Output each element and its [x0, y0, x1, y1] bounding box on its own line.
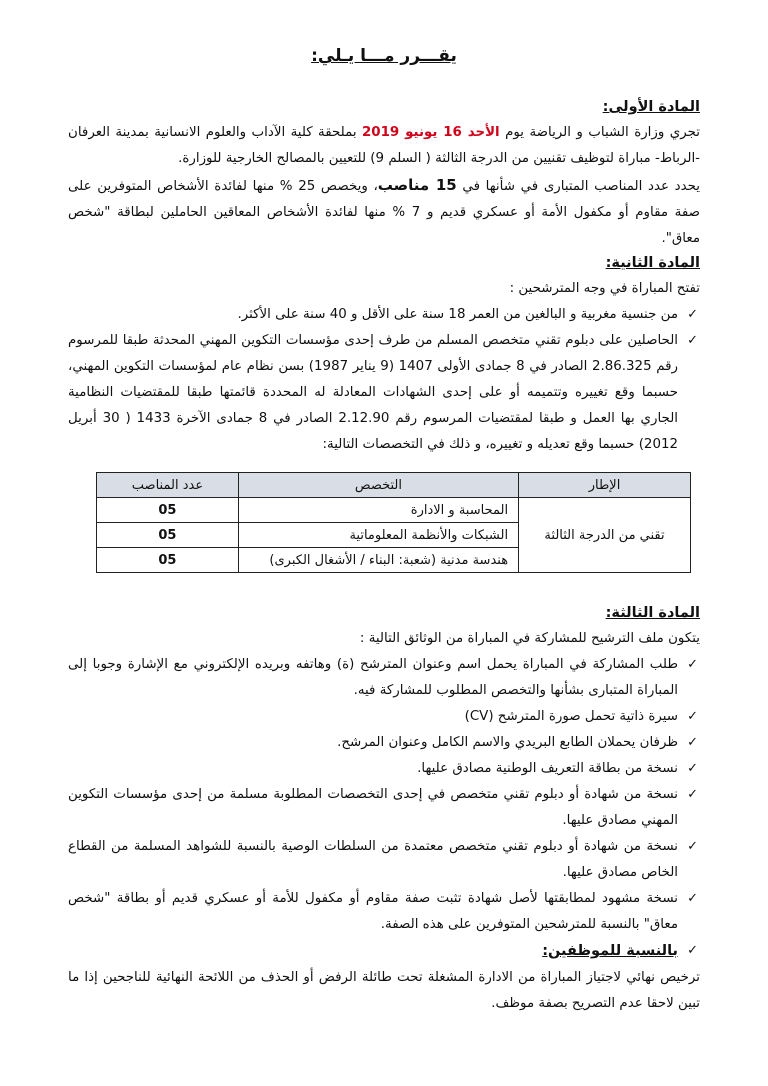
table-header-row [97, 473, 691, 498]
list-item: ✓ سيرة ذاتية تحمل صورة المترشح (CV) [68, 704, 700, 730]
exam-date: الأحد 16 يونيو 2019 [361, 125, 500, 140]
article-3-heading: المادة الثالثة: [605, 605, 700, 621]
list-item: ✓ نسخة من بطاقة التعريف الوطنية مصادق عليها. [68, 756, 700, 782]
frame-cell: تقني من الدرجة الثالثة [519, 498, 691, 573]
article-2-intro: تفتح المباراة في وجه المترشحين : [509, 281, 700, 296]
article-3-intro: يتكون ملف الترشيح للمشاركة في المباراة من الوثائق التالية : [359, 631, 700, 646]
list-item: ✓ ظرفان يحملان الطابع البريدي والاسم الكامل وعنوان المرشح. [68, 730, 700, 756]
count-cell: 05 [97, 523, 239, 548]
header-frame: الإطار [519, 473, 691, 498]
article-2-heading: المادة الثانية: [605, 255, 700, 271]
article-3 [68, 600, 700, 1017]
article-2 [68, 250, 700, 458]
header-count: عدد المناصب [97, 473, 239, 498]
header-specialty: التخصص [238, 473, 518, 498]
positions-table [96, 472, 691, 573]
article-1-text-b: بملحقة كلية الآداب والعلوم الانسانية بمدينة العرفان -الرباط- مباراة لتوظيف تقنيين من الدرجة الثالثة ( السلم 9) للتعيين بالمصالح الخارجية للوزارة. [68, 125, 700, 166]
list-item: ✓ طلب المشاركة في المباراة يحمل اسم وعنوان المترشح (ة) وهاتفه وبريده الإلكتروني مع الإشارة وجوبا إلى المباراة المتبارى بشأنها والتخصص المطلوب للمشاركة فيه. [68, 652, 700, 704]
count-cell: 05 [97, 548, 239, 573]
list-item [68, 938, 700, 965]
article-1-text-c: يحدد عدد المناصب المتبارى في شأنها في [456, 179, 701, 194]
article-1-paragraph-2 [68, 172, 700, 252]
decree-title: يقـــرر مـــا يـلي: [311, 46, 457, 66]
article-1-paragraph-1 [68, 120, 700, 172]
article-1-text-a: تجري وزارة الشباب و الرياضة يوم [499, 125, 700, 140]
list-item: ✓ نسخة من شهادة أو دبلوم تقني متخصص في إحدى التخصصات المطلوبة مسلمة من إحدى مؤسسات التكوين المهني مصادق عليها. [68, 782, 700, 834]
article-1 [68, 94, 700, 252]
list-item: ✓ من جنسية مغربية و البالغين من العمر 18 سنة على الأقل و 40 سنة على الأكثر. [68, 302, 700, 328]
employees-text: ترخيص نهائي لاجتياز المباراة من الادارة المشغلة تحت طائلة الرفض أو الحذف من اللائحة النهائية للناجحين إذا ما تبين لاحقا عدم التصريح بصفة موظف. [68, 970, 700, 1011]
list-item: ✓ نسخة من شهادة أو دبلوم تقني متخصص معتمدة من السلطات الوصية بالنسبة للشواهد المسلمة من القطاع الخاص مصادق عليها. [68, 834, 700, 886]
list-item: ✓ نسخة مشهود لمطابقتها لأصل شهادة تثبت صفة مقاوم أو مكفول للأمة أو عسكري قديم أو بطاقة "شخص معاق" بالنسبة للمترشحين المتوفرين على هذه الصفة. [68, 886, 700, 938]
article-1-text-d: ، ويخصص 25 % منها لفائدة الأشخاص المتوفرين على صفة مقاوم أو مكفول الأمة أو عسكري قديم و 7 % منها لفائدة الأشخاص المعاقين الحاملين لبطاقة "شخص معاق". [68, 179, 700, 246]
article-3-list [68, 652, 700, 965]
article-1-heading: المادة الأولى: [602, 99, 700, 115]
employees-heading: بالنسبة للموظفين: [542, 943, 678, 959]
specialty-cell: هندسة مدنية (شعبة: البناء / الأشغال الكبرى) [238, 548, 518, 573]
specialty-cell: المحاسبة و الادارة [238, 498, 518, 523]
specialty-cell: الشبكات والأنظمة المعلوماتية [238, 523, 518, 548]
table-row [97, 498, 691, 523]
posts-count: 15 مناصب [377, 176, 457, 194]
article-2-list [68, 302, 700, 458]
count-cell: 05 [97, 498, 239, 523]
list-item: ✓ الحاصلين على دبلوم تقني متخصص المسلم من طرف إحدى مؤسسات التكوين المهني المحدثة طبقا للمرسوم رقم 2.86.325 الصادر في 8 جمادى الأولى 1407 (9 يناير 1987) بسن نظام عام لمؤسسات التكوين المهني، حسبما وقع تغييره وتتميمه أو على إحدى الشهادات المعادلة له المحددة قائمتها طبقا للمقتضيات النظامية الجاري بها العمل و طبقا لمقتضيات المرسوم رقم 2.12.90 الصادر في 8 جمادى الآخرة 1433 ( 30 أبريل 2012) حسبما وقع تعديله و تغييره، و ذلك في التخصصات التالية: [68, 328, 700, 458]
